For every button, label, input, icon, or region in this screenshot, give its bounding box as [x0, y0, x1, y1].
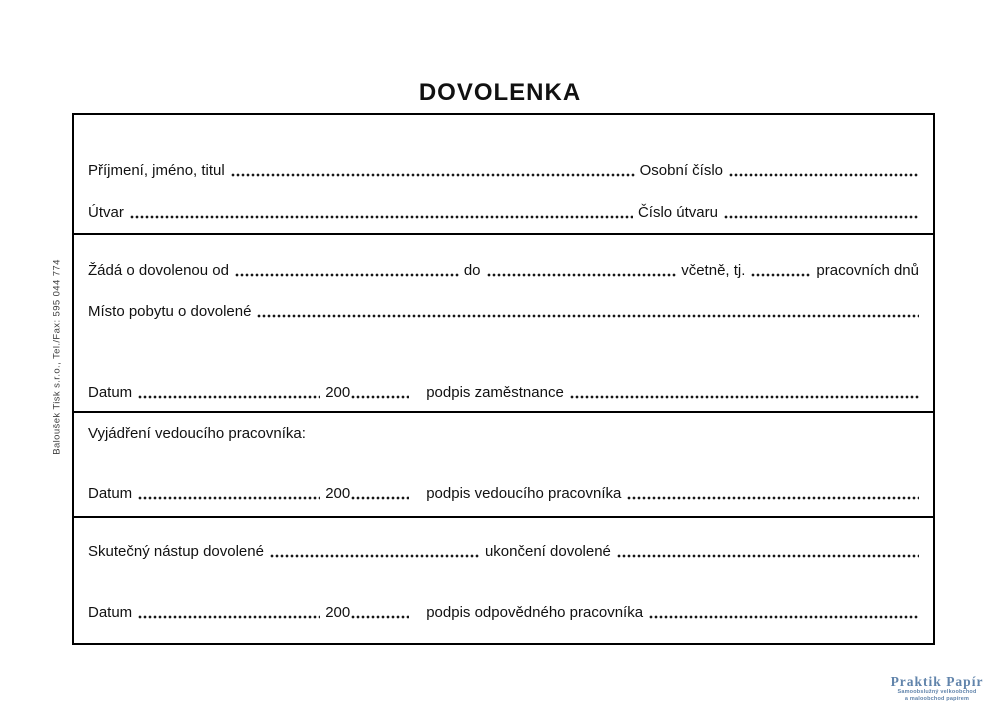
row-date-employee-signature — [88, 383, 919, 402]
actual-end-label: ukončení dovolené — [484, 543, 611, 560]
vacation-to-blank — [487, 273, 677, 277]
surname-name-title-label: Příjmení, jméno, titul — [88, 162, 225, 179]
year-blank — [351, 615, 409, 619]
form-title: DOVOLENKA — [418, 79, 582, 106]
form-box — [72, 113, 935, 645]
inclusive-label: včetně, tj. — [681, 262, 746, 279]
vacation-from-blank — [235, 273, 459, 277]
section-divider — [74, 411, 933, 413]
manager-statement-heading: Vyjádření vedoucího pracovníka: — [88, 425, 306, 442]
department-label: Útvar — [88, 204, 124, 221]
row-actual-vacation — [88, 542, 919, 561]
row-vacation-dates — [88, 261, 919, 280]
year-blank — [351, 395, 409, 399]
actual-start-label: Skutečný nástup dovolené — [88, 543, 264, 560]
row-date-responsible-signature — [88, 603, 919, 622]
row-manager-heading — [88, 424, 919, 443]
employee-signature-label: podpis zaměstnance — [426, 384, 564, 401]
year-prefix: 200 — [325, 384, 351, 401]
actual-end-blank — [617, 554, 919, 558]
personal-number-label: Osobní číslo — [639, 162, 723, 179]
date-label: Datum — [88, 604, 133, 621]
department-number-label: Číslo útvaru — [637, 204, 718, 221]
department-number-blank — [724, 215, 919, 219]
row-name-personal-number — [88, 161, 919, 180]
surname-name-title-blank — [231, 173, 635, 177]
actual-start-blank — [270, 554, 480, 558]
responsible-signature-blank — [649, 615, 919, 619]
section-divider — [74, 516, 933, 518]
row-date-manager-signature — [88, 484, 919, 503]
stay-place-blank — [257, 314, 919, 318]
year-prefix: 200 — [325, 604, 351, 621]
stay-place-label: Místo pobytu o dovolené — [88, 303, 252, 320]
working-days-blank — [751, 273, 811, 277]
date-blank — [138, 615, 320, 619]
responsible-signature-label: podpis odpovědného pracovníka — [426, 604, 644, 621]
vacation-from-label: Žádá o dovolenou od — [88, 262, 229, 279]
logo-tagline-line2: a maloobchod papírem — [904, 695, 970, 702]
manager-signature-label: podpis vedoucího pracovníka — [426, 485, 622, 502]
date-blank — [138, 395, 320, 399]
praktik-papir-logo — [882, 674, 992, 702]
vacation-to-label: do — [463, 262, 481, 279]
row-stay-place — [88, 302, 919, 321]
logo-tagline-line1: Samoobslužný velkoobchod — [897, 689, 977, 695]
department-blank — [130, 215, 633, 219]
year-prefix: 200 — [325, 485, 351, 502]
manager-signature-blank — [627, 496, 919, 500]
date-blank — [138, 496, 320, 500]
personal-number-blank — [729, 173, 919, 177]
row-department — [88, 203, 919, 222]
printer-note: Baloušek Tisk s.r.o., Tel./Fax: 595 044 774 — [51, 259, 63, 455]
date-label: Datum — [88, 485, 133, 502]
date-label: Datum — [88, 384, 133, 401]
year-blank — [351, 496, 409, 500]
working-days-label: pracovních dnů — [816, 262, 919, 279]
section-divider — [74, 233, 933, 235]
employee-signature-blank — [570, 395, 919, 399]
logo-name-text: Praktik Papír — [890, 674, 984, 689]
